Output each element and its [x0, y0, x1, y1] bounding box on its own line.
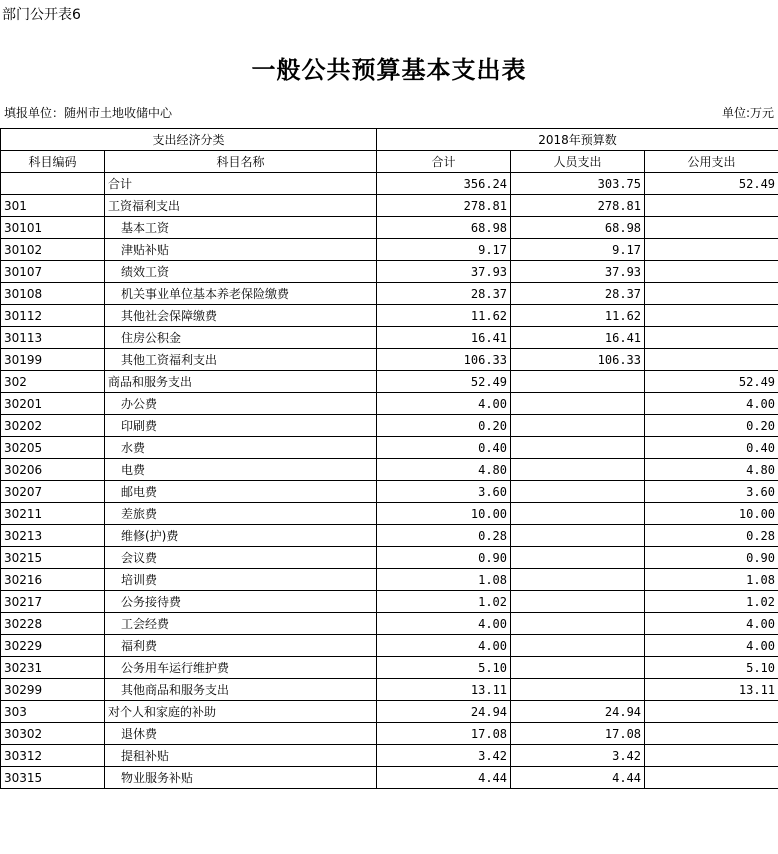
row-code: 30231	[1, 657, 105, 679]
row-personnel: 24.94	[511, 701, 645, 723]
row-public: 4.00	[645, 613, 778, 635]
row-code: 30102	[1, 239, 105, 261]
document-label: 部门公开表6	[2, 7, 81, 23]
row-personnel: 9.17	[511, 239, 645, 261]
row-public	[645, 283, 778, 305]
table-row	[1, 327, 778, 349]
row-code: 30315	[1, 767, 105, 789]
row-personnel	[511, 591, 645, 613]
row-public	[645, 327, 778, 349]
row-name: 合计	[105, 173, 377, 195]
row-public	[645, 239, 778, 261]
row-name: 住房公积金	[105, 327, 377, 349]
table-row	[1, 481, 778, 503]
row-name: 福利费	[105, 635, 377, 657]
row-code: 30107	[1, 261, 105, 283]
row-public: 13.11	[645, 679, 778, 701]
row-total: 0.90	[377, 547, 511, 569]
row-name: 工资福利支出	[105, 195, 377, 217]
row-name: 其他工资福利支出	[105, 349, 377, 371]
row-personnel: 278.81	[511, 195, 645, 217]
row-personnel	[511, 525, 645, 547]
row-name: 公务用车运行维护费	[105, 657, 377, 679]
row-total: 11.62	[377, 305, 511, 327]
row-total: 24.94	[377, 701, 511, 723]
row-public: 0.40	[645, 437, 778, 459]
row-personnel	[511, 437, 645, 459]
row-name: 差旅费	[105, 503, 377, 525]
row-personnel	[511, 415, 645, 437]
row-personnel	[511, 569, 645, 591]
table-row	[1, 415, 778, 437]
table-row	[1, 525, 778, 547]
table-row	[1, 283, 778, 305]
row-public	[645, 349, 778, 371]
table-row	[1, 305, 778, 327]
row-public: 0.28	[645, 525, 778, 547]
page-title: 一般公共预算基本支出表	[251, 55, 527, 84]
table-row	[1, 195, 778, 217]
row-total: 4.80	[377, 459, 511, 481]
row-personnel: 11.62	[511, 305, 645, 327]
row-name: 会议费	[105, 547, 377, 569]
row-total: 4.00	[377, 613, 511, 635]
table-row	[1, 701, 778, 723]
row-name: 基本工资	[105, 217, 377, 239]
row-public	[645, 305, 778, 327]
table-row	[1, 767, 778, 789]
row-personnel: 3.42	[511, 745, 645, 767]
row-total: 3.60	[377, 481, 511, 503]
table-row	[1, 261, 778, 283]
row-personnel: 4.44	[511, 767, 645, 789]
row-public: 3.60	[645, 481, 778, 503]
row-total: 17.08	[377, 723, 511, 745]
header-name: 科目名称	[105, 151, 377, 173]
row-name: 公务接待费	[105, 591, 377, 613]
row-personnel	[511, 679, 645, 701]
row-total: 0.20	[377, 415, 511, 437]
row-code: 302	[1, 371, 105, 393]
row-code: 30113	[1, 327, 105, 349]
row-personnel	[511, 393, 645, 415]
row-total: 52.49	[377, 371, 511, 393]
row-code: 30229	[1, 635, 105, 657]
row-code: 30206	[1, 459, 105, 481]
row-personnel: 68.98	[511, 217, 645, 239]
row-total: 4.44	[377, 767, 511, 789]
row-personnel: 106.33	[511, 349, 645, 371]
row-personnel	[511, 613, 645, 635]
currency-unit: 单位:万元	[721, 106, 774, 120]
row-name: 对个人和家庭的补助	[105, 701, 377, 723]
header-total: 合计	[377, 151, 511, 173]
row-name: 提租补贴	[105, 745, 377, 767]
row-public	[645, 745, 778, 767]
header-budget-year: 2018年预算数	[377, 129, 778, 151]
header-code: 科目编码	[1, 151, 105, 173]
row-total: 9.17	[377, 239, 511, 261]
row-total: 0.28	[377, 525, 511, 547]
row-personnel	[511, 371, 645, 393]
row-public: 52.49	[645, 371, 778, 393]
row-public	[645, 217, 778, 239]
row-public: 5.10	[645, 657, 778, 679]
row-code: 30205	[1, 437, 105, 459]
row-name: 邮电费	[105, 481, 377, 503]
row-total: 4.00	[377, 635, 511, 657]
table-row	[1, 217, 778, 239]
row-code: 30101	[1, 217, 105, 239]
table-row	[1, 349, 778, 371]
row-code: 30216	[1, 569, 105, 591]
row-total: 28.37	[377, 283, 511, 305]
row-personnel: 16.41	[511, 327, 645, 349]
row-total: 356.24	[377, 173, 511, 195]
row-code: 30312	[1, 745, 105, 767]
row-name: 机关事业单位基本养老保险缴费	[105, 283, 377, 305]
table-row	[1, 745, 778, 767]
table-row	[1, 503, 778, 525]
header-row-columns	[1, 151, 778, 173]
table-row	[1, 393, 778, 415]
row-name: 办公费	[105, 393, 377, 415]
table-body	[1, 173, 778, 789]
table-row	[1, 635, 778, 657]
filler-unit: 填报单位：随州市土地收储中心	[4, 106, 173, 120]
row-code: 30112	[1, 305, 105, 327]
row-code: 30215	[1, 547, 105, 569]
row-total: 3.42	[377, 745, 511, 767]
table-row	[1, 239, 778, 261]
row-name: 印刷费	[105, 415, 377, 437]
row-code: 30211	[1, 503, 105, 525]
row-public: 1.08	[645, 569, 778, 591]
row-code: 30108	[1, 283, 105, 305]
row-total: 4.00	[377, 393, 511, 415]
row-personnel	[511, 481, 645, 503]
table-row	[1, 569, 778, 591]
table-row	[1, 459, 778, 481]
row-name: 商品和服务支出	[105, 371, 377, 393]
header-public: 公用支出	[645, 151, 778, 173]
row-public: 4.80	[645, 459, 778, 481]
row-code: 30302	[1, 723, 105, 745]
header-personnel: 人员支出	[511, 151, 645, 173]
row-personnel	[511, 503, 645, 525]
row-public: 52.49	[645, 173, 778, 195]
row-public	[645, 723, 778, 745]
row-total: 16.41	[377, 327, 511, 349]
row-public	[645, 701, 778, 723]
row-code: 30207	[1, 481, 105, 503]
row-total: 1.08	[377, 569, 511, 591]
table-row	[1, 547, 778, 569]
row-public: 4.00	[645, 635, 778, 657]
row-name: 其他商品和服务支出	[105, 679, 377, 701]
row-code: 30202	[1, 415, 105, 437]
row-code: 30199	[1, 349, 105, 371]
row-public: 4.00	[645, 393, 778, 415]
table-row	[1, 437, 778, 459]
row-personnel: 17.08	[511, 723, 645, 745]
row-personnel: 28.37	[511, 283, 645, 305]
header-economic-classification: 支出经济分类	[1, 129, 377, 151]
row-total: 106.33	[377, 349, 511, 371]
row-code: 30213	[1, 525, 105, 547]
row-name: 培训费	[105, 569, 377, 591]
row-name: 工会经费	[105, 613, 377, 635]
table-row	[1, 723, 778, 745]
row-total: 68.98	[377, 217, 511, 239]
row-code: 30201	[1, 393, 105, 415]
row-total: 10.00	[377, 503, 511, 525]
row-public	[645, 261, 778, 283]
row-personnel	[511, 657, 645, 679]
row-total: 37.93	[377, 261, 511, 283]
row-name: 津贴补贴	[105, 239, 377, 261]
table-row	[1, 371, 778, 393]
row-personnel: 37.93	[511, 261, 645, 283]
row-personnel: 303.75	[511, 173, 645, 195]
row-public: 0.90	[645, 547, 778, 569]
row-name: 维修(护)费	[105, 525, 377, 547]
row-total: 1.02	[377, 591, 511, 613]
row-code: 30217	[1, 591, 105, 613]
row-public	[645, 195, 778, 217]
row-total: 0.40	[377, 437, 511, 459]
row-total: 13.11	[377, 679, 511, 701]
row-personnel	[511, 547, 645, 569]
row-personnel	[511, 635, 645, 657]
row-name: 物业服务补贴	[105, 767, 377, 789]
row-code: 30299	[1, 679, 105, 701]
row-name: 退休费	[105, 723, 377, 745]
table-row	[1, 591, 778, 613]
row-name: 其他社会保障缴费	[105, 305, 377, 327]
row-public	[645, 767, 778, 789]
table-row	[1, 679, 778, 701]
row-name: 水费	[105, 437, 377, 459]
row-public: 10.00	[645, 503, 778, 525]
row-name: 电费	[105, 459, 377, 481]
row-public: 1.02	[645, 591, 778, 613]
row-code: 30228	[1, 613, 105, 635]
row-total: 278.81	[377, 195, 511, 217]
row-code	[1, 173, 105, 195]
budget-table	[0, 128, 778, 789]
table-row	[1, 657, 778, 679]
row-code: 303	[1, 701, 105, 723]
row-public: 0.20	[645, 415, 778, 437]
row-code: 301	[1, 195, 105, 217]
row-personnel	[511, 459, 645, 481]
header-row-group	[1, 129, 778, 151]
row-total: 5.10	[377, 657, 511, 679]
table-row	[1, 613, 778, 635]
table-row	[1, 173, 778, 195]
row-name: 绩效工资	[105, 261, 377, 283]
